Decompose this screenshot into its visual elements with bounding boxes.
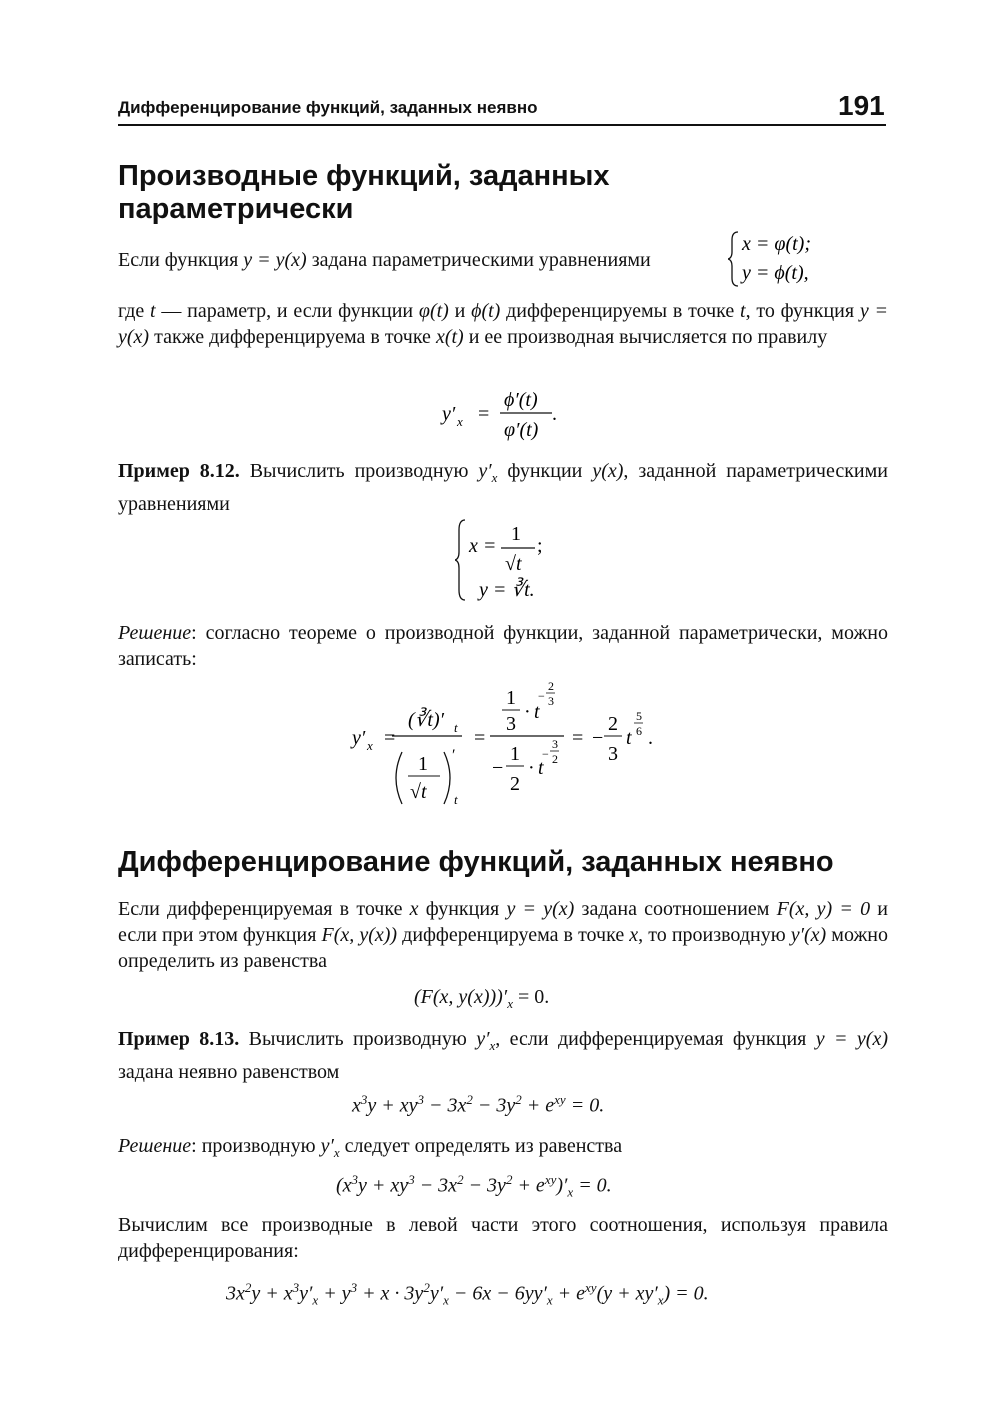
svg-text:√t: √t	[410, 781, 427, 803]
svg-text:=: =	[478, 403, 490, 425]
svg-text:y = ∛t.: y = ∛t.	[479, 579, 535, 601]
svg-text:=: =	[474, 727, 486, 749]
example-8-12: Пример 8.12. Вычислить производную $y'_x$ функции y(x), заданной параметрическими уравнениями	[118, 460, 888, 515]
header-rule	[118, 124, 886, 126]
svg-text:t: t	[626, 727, 632, 749]
paragraph-implicit: Если дифференцируемая в точке x функция y = y(x) задана соотношением F(x, y) = 0 и если при этом функция F(x, y(x)) дифференцируема в точке x, то производную y′(x) можно определить из равенства	[118, 898, 888, 972]
example-8-12-system	[455, 516, 575, 604]
svg-text:t: t	[534, 701, 540, 723]
svg-text:φ′(t): φ′(t)	[504, 419, 539, 441]
system-line-1: x = φ(t);	[742, 233, 811, 255]
svg-text:x: x	[457, 414, 463, 429]
solution-8-12-formula	[350, 676, 670, 836]
running-header: Дифференцирование функций, заданных неявно	[118, 98, 538, 117]
svg-text:·: ·	[528, 757, 535, 779]
svg-text:6: 6	[636, 724, 642, 738]
solution-8-12: Решение: согласно теореме о производной функции, заданной параметрически, можно записать:	[118, 622, 888, 670]
svg-text:=: =	[384, 727, 396, 749]
svg-text:.: .	[648, 727, 653, 749]
svg-text:√t: √t	[505, 553, 522, 575]
svg-text:t: t	[454, 792, 458, 807]
svg-text:1: 1	[418, 753, 428, 775]
svg-text:1: 1	[510, 743, 520, 765]
section-title-parametric: Производные функций, заданных параметрически	[118, 160, 610, 225]
intro-paragraph: Если функция y = y(x) задана параметрическими уравнениями	[118, 249, 651, 271]
derivative-formula	[440, 382, 570, 444]
final-derivative-equation: $3x^2y + x^3y'_x + y^3 + x \cdot 3y^2y'_x - 6x - 6yy'_x + e^{xy}(y + xy'_x) = 0$.	[226, 1280, 709, 1308]
svg-text:ϕ′(t): ϕ′(t)	[504, 389, 538, 411]
svg-text:3: 3	[608, 743, 618, 765]
svg-text:=: =	[572, 727, 584, 749]
example-8-13: Пример 8.13. Вычислить производную $y'_x$, если дифференцируемая функция y = y(x) задана неявно равенством	[118, 1028, 888, 1083]
svg-text:(∛t)′: (∛t)′	[408, 709, 444, 731]
example-8-13-equation: $x^3y + xy^3 - 3x^2 - 3y^2 + e^{xy} = 0$.	[352, 1092, 605, 1117]
parametric-system	[728, 228, 858, 290]
svg-text:y′: y′	[352, 727, 366, 749]
svg-text:x: x	[367, 738, 373, 753]
paragraph-definition: где t — параметр, и если функции φ(t) и ϕ(t) дифференцируемы в точке t, то функция y = y(x) также дифференцируема в точке x(t) и ее производная вычисляется по правилу	[118, 300, 889, 348]
svg-text:t: t	[454, 720, 458, 735]
system-line-2: y = ϕ(t),	[742, 262, 809, 284]
svg-text:2: 2	[552, 752, 558, 766]
solution-8-13-equation: $(x^3y + xy^3 - 3x^2 - 3y^2 + e^{xy})'_x = 0$.	[336, 1172, 612, 1200]
svg-text:5: 5	[636, 709, 642, 723]
svg-text:t: t	[538, 757, 544, 779]
svg-text:x =: x =	[469, 535, 497, 557]
implicit-formula: (F(x, $y(x)))'_x = 0$.	[414, 986, 550, 1011]
svg-text:y′: y′	[442, 403, 456, 425]
svg-text:−: −	[592, 727, 604, 749]
svg-text:′: ′	[452, 747, 456, 764]
svg-text:3: 3	[552, 737, 558, 751]
svg-text:−: −	[542, 747, 549, 761]
svg-text:·: ·	[524, 701, 531, 723]
svg-text:1: 1	[506, 687, 516, 709]
svg-text:3: 3	[548, 694, 554, 708]
svg-text:2: 2	[608, 713, 618, 735]
svg-text:;: ;	[537, 535, 543, 557]
svg-text:3: 3	[506, 713, 516, 735]
svg-text:1: 1	[511, 523, 521, 545]
solution-8-13: Решение: производную $y'_x$ следует определять из равенства	[118, 1135, 623, 1160]
svg-text:−: −	[538, 689, 545, 703]
paragraph-rules: Вычислим все производные в левой части этого соотношения, используя правила дифференцирования:	[118, 1214, 888, 1262]
svg-text:2: 2	[510, 773, 520, 795]
section-title-implicit: Дифференцирование функций, заданных неявно	[118, 846, 834, 878]
svg-text:.: .	[552, 403, 557, 425]
page-number: 191	[838, 90, 885, 121]
svg-text:−: −	[492, 757, 504, 779]
svg-text:2: 2	[548, 679, 554, 693]
system-brace	[728, 232, 738, 286]
